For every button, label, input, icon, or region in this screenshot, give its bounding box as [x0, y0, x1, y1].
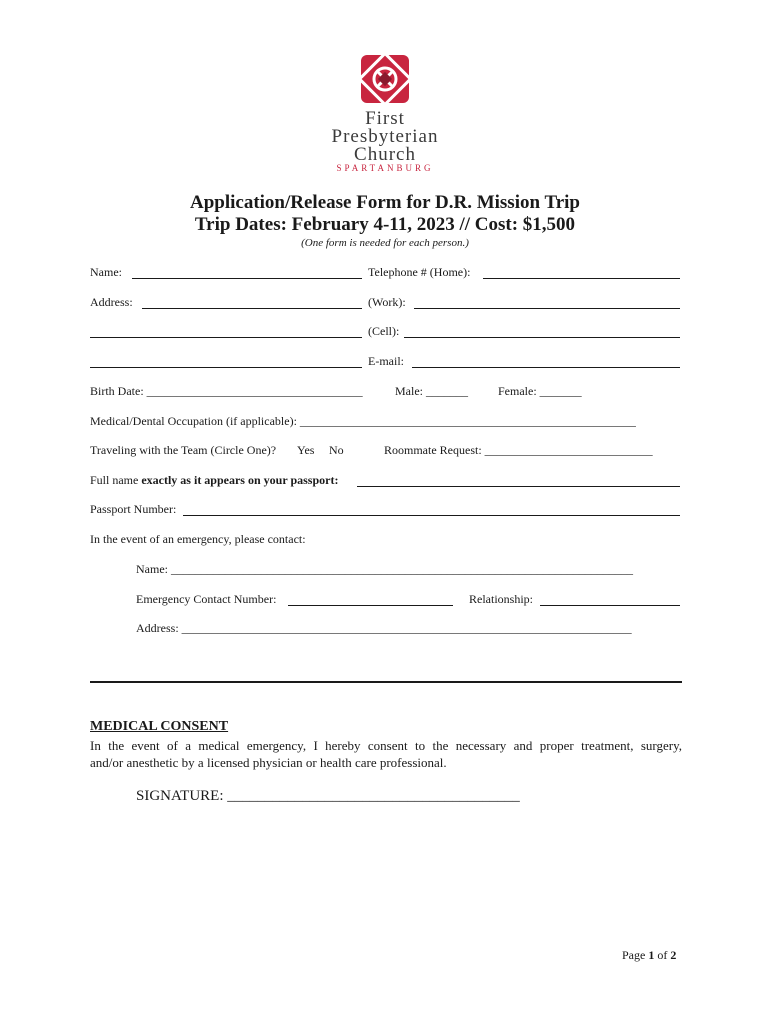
page-of: of [657, 948, 668, 962]
telephone-home-label: Telephone # (Home): [368, 265, 471, 279]
work-phone-field[interactable] [414, 308, 680, 309]
logo-text-spartanburg: SPARTANBURG [336, 163, 434, 173]
emergency-number-field[interactable] [288, 605, 453, 606]
traveling-no-option[interactable]: No [329, 443, 344, 457]
passport-full-name-field[interactable] [357, 486, 680, 487]
cell-phone-field[interactable] [404, 337, 680, 338]
emergency-address-field[interactable]: Address: ___________________________________________________________________________ [136, 621, 632, 635]
full-name-label [90, 473, 338, 488]
male-field[interactable]: Male: _______ [395, 384, 468, 398]
passport-number-field[interactable] [183, 515, 680, 516]
address-field-2[interactable] [90, 337, 362, 338]
logo-text-presbyterian: Presbyterian [331, 126, 439, 147]
emergency-intro: In the event of an emergency, please contact: [90, 532, 306, 546]
female-field[interactable]: Female: _______ [498, 384, 582, 398]
occupation-field[interactable]: Medical/Dental Occupation (if applicable): ________________________________________________________ [90, 414, 636, 428]
name-field[interactable] [132, 278, 362, 279]
trip-dates-cost: Trip Dates: February 4-11, 2023 // Cost: $1,500 [194, 214, 576, 235]
relationship-field[interactable] [540, 605, 680, 606]
logo-text-first: First [365, 108, 405, 129]
work-phone-label: (Work): [368, 295, 406, 309]
full-name-label-prefix: Full name [90, 473, 139, 487]
medical-consent-heading: MEDICAL CONSENT [90, 719, 229, 734]
email-field[interactable] [412, 367, 680, 368]
cell-phone-label: (Cell): [368, 324, 400, 338]
address-field-1[interactable] [142, 308, 362, 309]
logo-text-church: Church [354, 144, 416, 165]
consent-text-line1: In the event of a medical emergency, I hereby consent to the necessary and proper treatment, surgery, [90, 738, 682, 753]
relationship-label: Relationship: [469, 592, 533, 606]
page-current: 1 [648, 948, 655, 962]
address-label: Address: [90, 295, 133, 309]
passport-number-label: Passport Number: [90, 502, 177, 516]
name-label: Name: [90, 265, 122, 279]
emergency-number-label: Emergency Contact Number: [136, 592, 277, 606]
email-label: E-mail: [368, 354, 404, 368]
roommate-request-field[interactable]: Roommate Request: ____________________________ [384, 443, 653, 457]
form-title: Application/Release Form for D.R. Mission Trip [189, 192, 580, 213]
one-form-note: (One form is needed for each person.) [301, 237, 469, 249]
telephone-home-field[interactable] [483, 278, 680, 279]
section-divider [90, 681, 682, 683]
page-prefix: Page [622, 948, 646, 962]
page-number [622, 948, 676, 963]
emergency-name-field[interactable]: Name: _____________________________________________________________________________ [136, 562, 633, 576]
traveling-yes-option[interactable]: Yes [297, 443, 315, 457]
full-name-label-emphasis: exactly as it appears on your passport: [141, 473, 339, 487]
birth-date-field[interactable]: Birth Date: ____________________________________ [90, 384, 363, 398]
page-total: 2 [670, 948, 677, 962]
church-logo-icon [358, 52, 412, 106]
traveling-label: Traveling with the Team (Circle One)? [90, 443, 277, 457]
signature-field[interactable]: SIGNATURE: _______________________________________ [136, 788, 520, 804]
address-field-3[interactable] [90, 367, 362, 368]
consent-text-line2: and/or anesthetic by a licensed physician or health care professional. [90, 755, 447, 770]
